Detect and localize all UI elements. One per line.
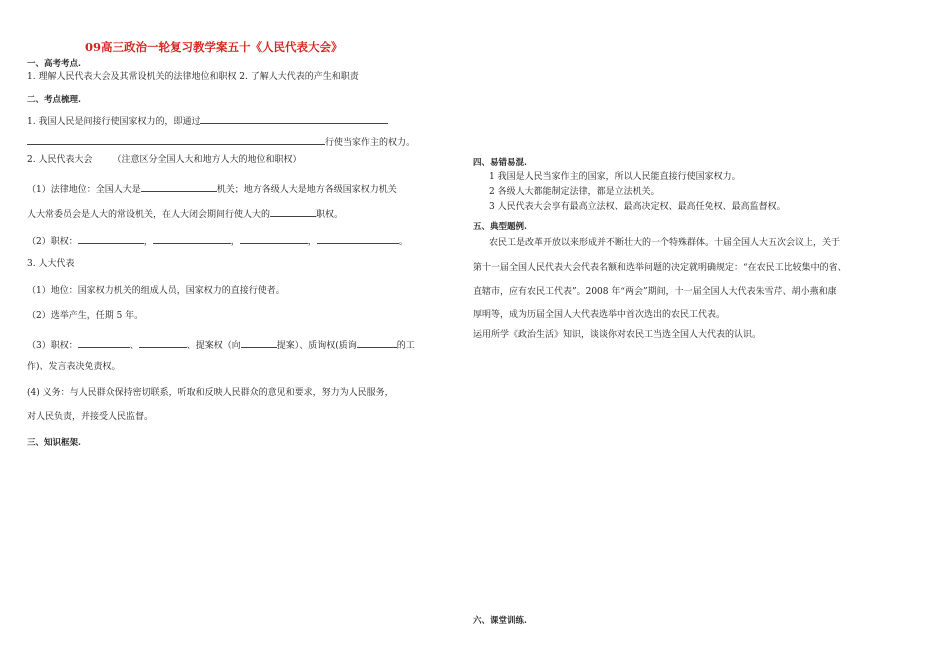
- error-item-2: 2 各级人大都能制定法律，都是立法机关。: [489, 187, 660, 197]
- line-2-text: 2. 人民代表大会: [27, 155, 93, 165]
- example-question: 运用所学《政治生活》知识，谈谈你对农民工当选全国人大代表的认识。: [473, 330, 762, 340]
- fill-blank[interactable]: [141, 182, 217, 192]
- line-7: （1）地位：国家权力机关的组成人员，国家权力的直接行使者。: [27, 286, 285, 296]
- fill-blank[interactable]: [78, 234, 144, 244]
- fill-blank[interactable]: [200, 114, 388, 124]
- fill-blank[interactable]: [357, 338, 397, 348]
- line-4-text: 人大常委员会是人大的常设机关，在人大闭会期间行使人大的: [27, 210, 271, 220]
- fill-blank[interactable]: [270, 207, 316, 217]
- example-para-1: 农民工是改革开放以来形成并不断壮大的一个特殊群体。十届全国人大五次会议上，关于: [489, 238, 841, 248]
- line-2-note: （注意区分全国人大和地方人大的地位和职权）: [112, 155, 302, 165]
- line-9-text-2: 、提案权（向: [186, 341, 241, 351]
- line-9-text-3: 提案）、质询权(质询: [276, 341, 357, 351]
- page-title: 09高三政治一轮复习教学案五十《人民代表大会》: [85, 40, 343, 54]
- line-1-start: [27, 114, 388, 128]
- line-2: [27, 155, 301, 166]
- line-10: 作)、发言表决免责权。: [27, 362, 121, 372]
- line-9: [27, 338, 415, 352]
- line-3: [27, 182, 397, 196]
- error-item-3: 3 人民代表大会享有最高立法权、最高决定权、最高任免权、最高监督权。: [489, 202, 786, 212]
- error-item-1: 1 我国是人民当家作主的国家，所以人民能直接行使国家权力。: [489, 172, 741, 182]
- example-para-2: 第十一届全国人民代表大会代表名额和选举问题的决定就明确规定：“在农民工比较集中的省、: [473, 263, 847, 273]
- fill-blank[interactable]: [139, 338, 187, 348]
- separator: 、: [129, 341, 139, 351]
- section-heading-2: 二、考点梳理.: [27, 95, 81, 105]
- separator: ，: [307, 237, 317, 247]
- line-4: [27, 207, 343, 221]
- line-8: （2）选举产生，任期 5 年。: [27, 311, 144, 321]
- line-3-text: （1）法律地位：全国人大是: [27, 185, 141, 195]
- fill-blank[interactable]: [27, 135, 325, 145]
- separator: ，: [143, 237, 153, 247]
- line-11: (4) 义务：与人民群众保持密切联系，听取和反映人民群众的意见和要求，努力为人民服务，: [27, 388, 394, 398]
- line-1-text-end: 行使当家作主的权力。: [325, 138, 416, 148]
- section-heading-6: 六、课堂训练.: [473, 616, 527, 626]
- line-9-text-4: 的工: [396, 341, 415, 351]
- fill-blank[interactable]: [153, 234, 231, 244]
- fill-blank[interactable]: [240, 234, 308, 244]
- section-heading-4: 四、易错易混.: [473, 158, 527, 168]
- example-para-3: 直辖市，应有农民工代表”。2008 年“两会”期间，十一届全国人大代表朱雪芹、胡小燕和康: [473, 287, 837, 297]
- line-1-text: 1. 我国人民是间接行使国家权力的，即通过: [27, 117, 201, 127]
- line-4-text-end: 职权。: [316, 210, 344, 220]
- fill-blank[interactable]: [317, 234, 399, 244]
- section-heading-1: 一、高考考点.: [27, 59, 81, 69]
- line-5-text: （2）职权：: [27, 237, 78, 247]
- line-9-text: （3）职权：: [27, 341, 78, 351]
- line-6: 3. 人大代表: [27, 259, 75, 269]
- section-heading-5: 五、典型题例.: [473, 222, 527, 232]
- example-para-4: 厚明等，成为历届全国人大代表选举中首次选出的农民工代表。: [473, 310, 726, 320]
- line-3-text-end: 机关；地方各级人大是地方各级国家权力机关: [216, 185, 397, 195]
- line-5: [27, 234, 408, 248]
- separator: ，: [230, 237, 240, 247]
- line-12: 对人民负责，并接受人民监督。: [27, 412, 154, 422]
- exam-points-text: 1. 理解人民代表大会及其常设机关的法律地位和职权 2. 了解人大代表的产生和职责: [27, 72, 359, 82]
- fill-blank[interactable]: [78, 338, 130, 348]
- line-1-end: [27, 135, 415, 149]
- line-5-end: 。: [398, 237, 408, 247]
- section-heading-3: 三、知识框架.: [27, 438, 81, 448]
- fill-blank[interactable]: [241, 338, 277, 348]
